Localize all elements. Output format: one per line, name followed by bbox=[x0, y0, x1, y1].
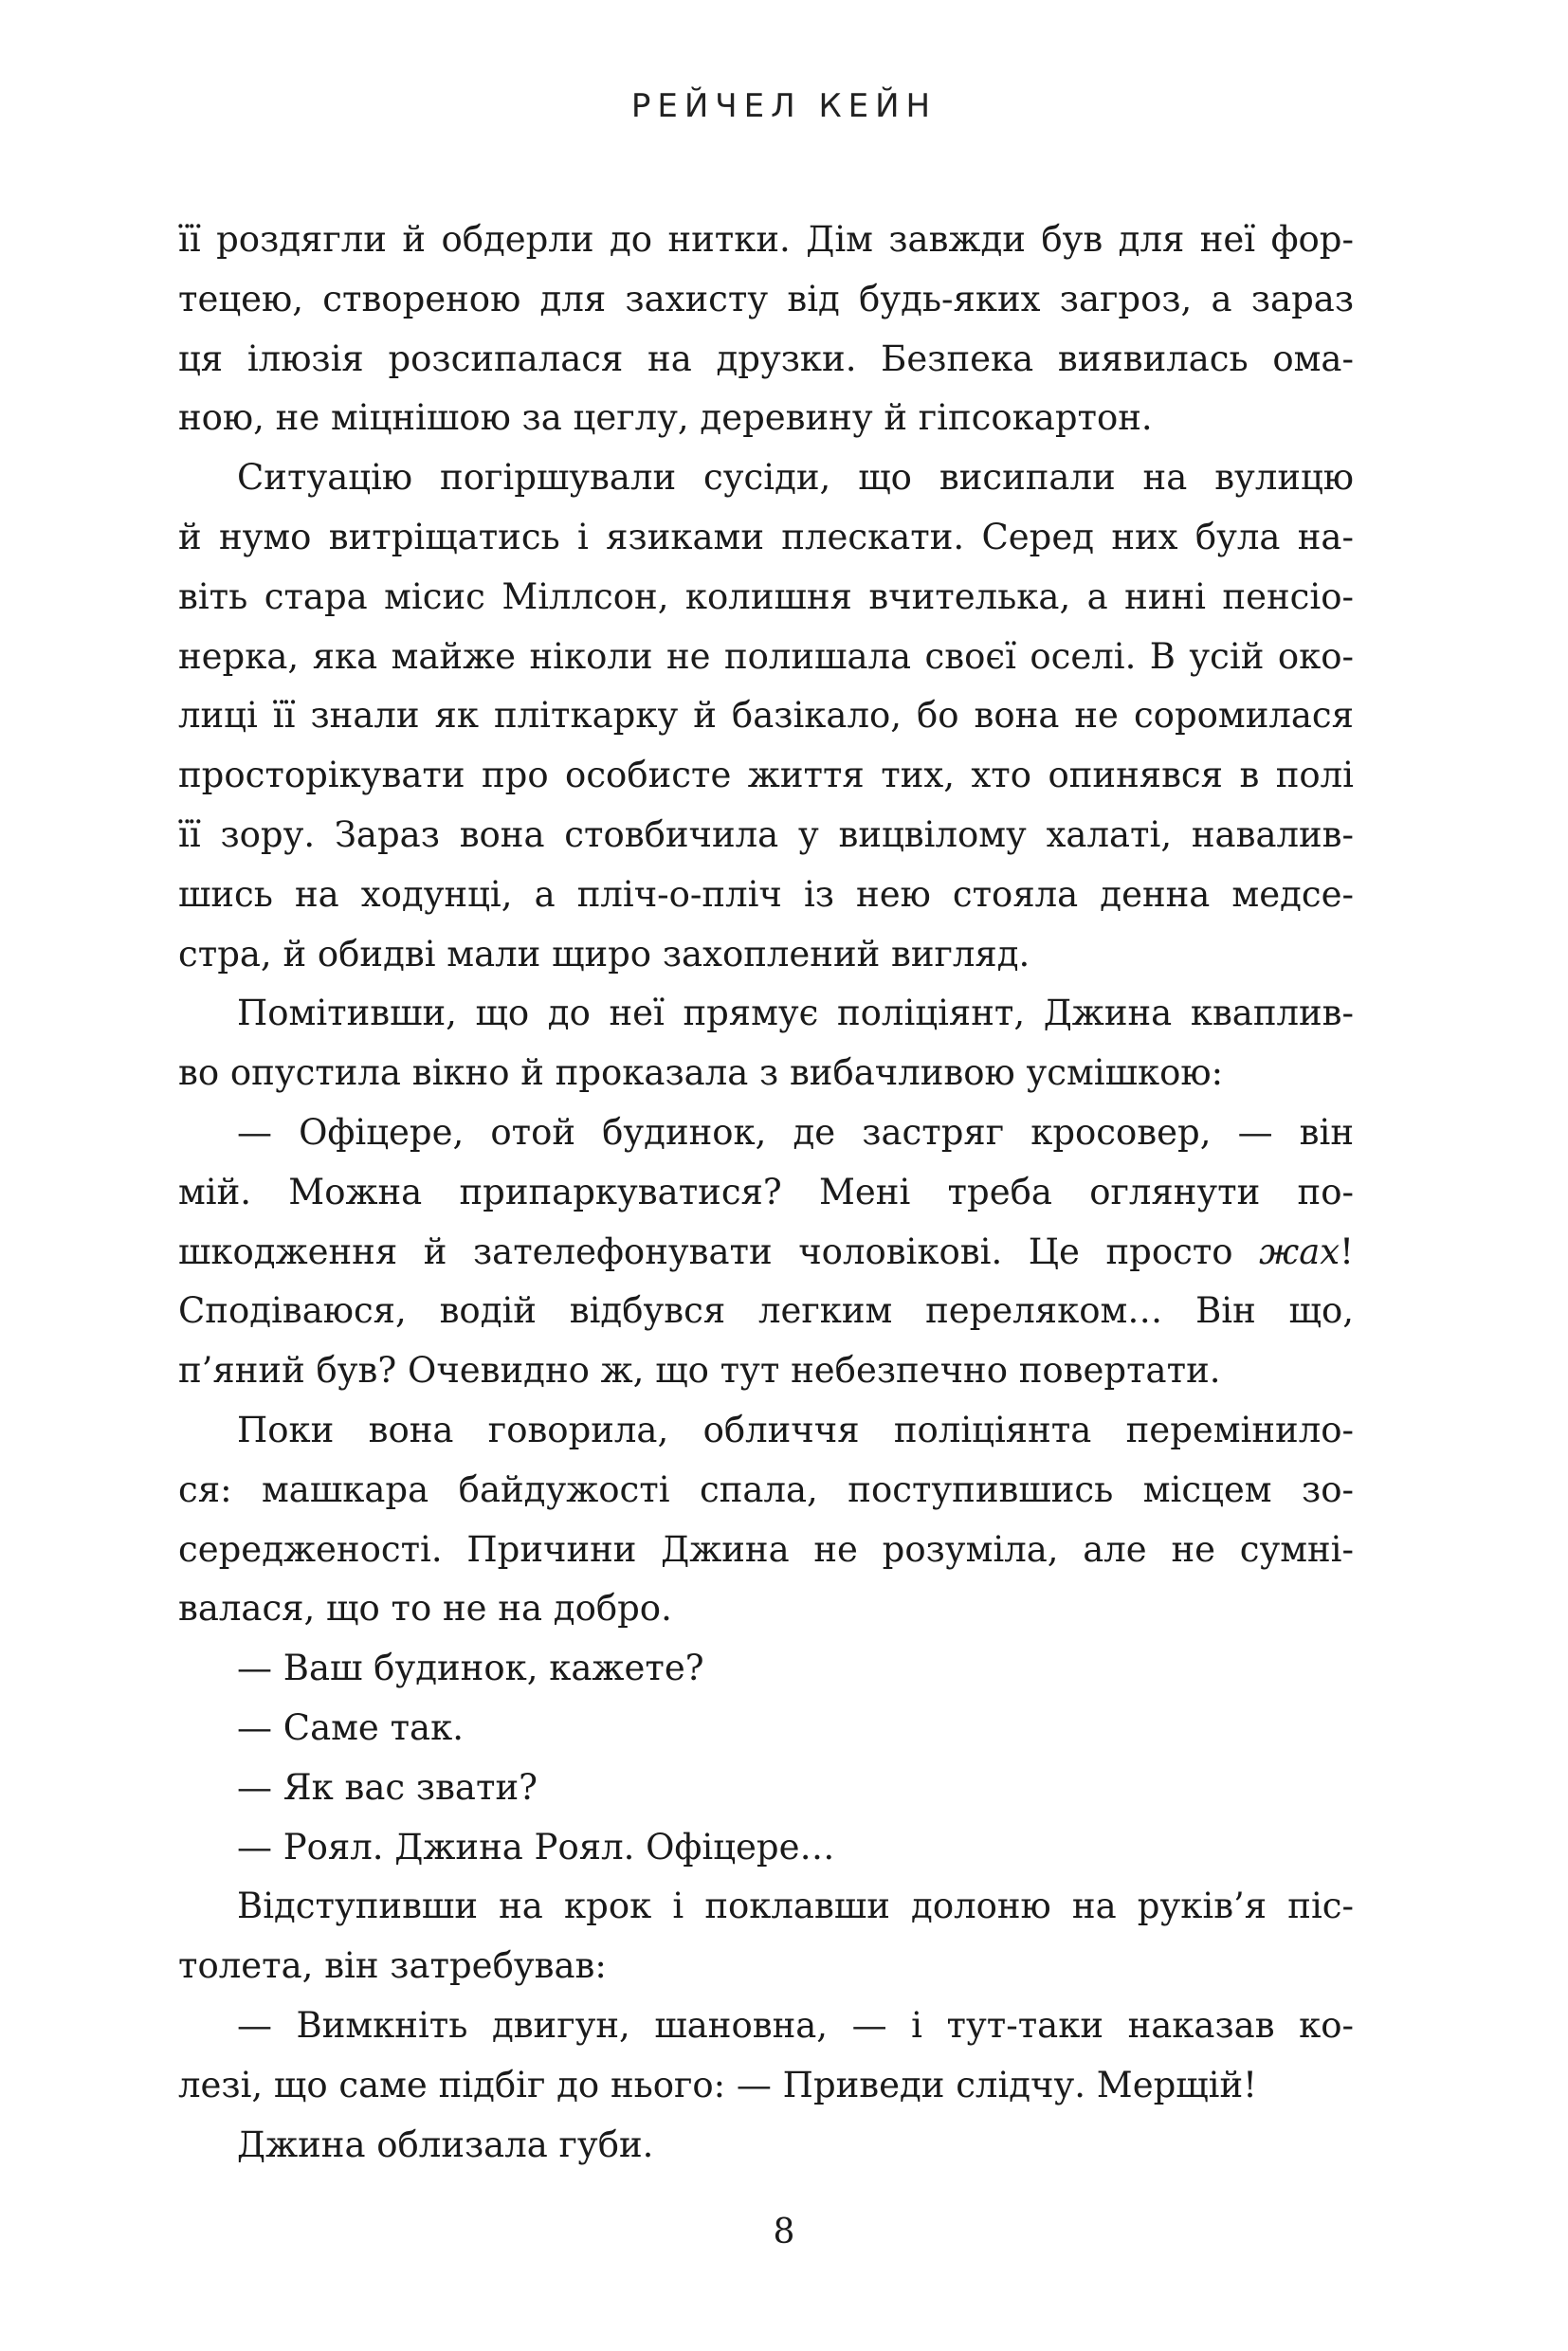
italic-word: жах bbox=[1259, 1230, 1340, 1272]
text-line: й нумо витріщатись і язиками плескати. Серед них була на- bbox=[178, 516, 1354, 557]
text-line: Сподіваюся, водій відбувся легким переляком… Він що, bbox=[178, 1290, 1354, 1332]
text-line: Помітивши, що до неї прямує поліціянт, Джина кваплив- bbox=[237, 993, 1354, 1034]
text-line: толета, він затребував: bbox=[178, 1945, 607, 1987]
text-line: — Роял. Джина Роял. Офіцере… bbox=[237, 1826, 835, 1868]
text-line: просторікувати про особисте життя тих, хто опинявся в полі bbox=[178, 755, 1354, 796]
text-line: лиці її знали як пліткарку й базікало, бо вона не соромилася bbox=[178, 695, 1354, 737]
text-line bbox=[178, 1223, 1354, 1283]
text-line: стра, й обидві мали щиро захоплений вигляд. bbox=[178, 933, 1030, 975]
text-line: віть стара місис Міллсон, колишня вчителька, а нині пенсіо- bbox=[178, 575, 1354, 617]
text-line: — Офіцере, отой будинок, де застряг кросовер, — він bbox=[237, 1111, 1354, 1153]
text-line: середженості. Причини Джина не розуміла, але не сумні- bbox=[178, 1528, 1354, 1570]
text-line: Ситуацію погіршували сусіди, що висипали на вулицю bbox=[237, 457, 1354, 499]
text-line: нерка, яка майже ніколи не полишала своєї оселі. В усій око- bbox=[178, 635, 1354, 677]
text-line: мій. Можна припаркуватися? Мені треба оглянути по- bbox=[178, 1171, 1354, 1212]
text-line: її роздягли й обдерли до нитки. Дім завжди був для неї фор- bbox=[178, 219, 1354, 260]
text-line: ся: машкара байдужості спала, поступившись місцем зо- bbox=[178, 1468, 1354, 1510]
text-line: ною, не міцнішою за цеглу, деревину й гіпсокартон. bbox=[178, 397, 1153, 439]
text-line: валася, що то не на добро. bbox=[178, 1588, 672, 1630]
text-line: — Як вас звати? bbox=[237, 1766, 538, 1808]
text-line: ця ілюзія розсипалася на друзки. Безпека виявилась ома- bbox=[178, 337, 1354, 379]
running-head-author: РЕЙЧЕЛ КЕЙН bbox=[630, 87, 938, 125]
text-line: Відступивши на крок і поклавши долоню на руків’я піс- bbox=[237, 1886, 1354, 1927]
page-number: 8 bbox=[773, 2213, 795, 2251]
text-line: Джина облизала губи. bbox=[237, 2123, 654, 2165]
text-line: — Вимкніть двигун, шановна, — і тут-таки наказав ко- bbox=[237, 2004, 1354, 2046]
text-line-part: шкодження й зателефонувати чоловікові. Це просто bbox=[178, 1230, 1260, 1272]
text-line: шись на ходунці, а пліч-о-пліч із нею стояла денна медсе- bbox=[178, 873, 1354, 915]
text-line: — Саме так. bbox=[237, 1706, 464, 1748]
text-line: тецею, створеною для захисту від будь-яких загроз, а зараз bbox=[178, 278, 1354, 319]
text-line: її зору. Зараз вона стовбичила у вицвілому халаті, навалив- bbox=[178, 813, 1354, 855]
text-line: лезі, що саме підбіг до нього: — Приведи слідчу. Мерщій! bbox=[178, 2064, 1258, 2105]
text-line-part: ! bbox=[1340, 1230, 1354, 1272]
text-line: Поки вона говорила, обличчя поліціянта перемінило- bbox=[237, 1409, 1354, 1450]
text-line: — Ваш будинок, кажете? bbox=[237, 1648, 704, 1689]
body-text bbox=[178, 210, 1354, 2175]
text-line: во опустила вікно й проказала з вибачливою усмішкою: bbox=[178, 1052, 1224, 1094]
text-line: п’яний був? Очевидно ж, що тут небезпечно повертати. bbox=[178, 1350, 1221, 1392]
